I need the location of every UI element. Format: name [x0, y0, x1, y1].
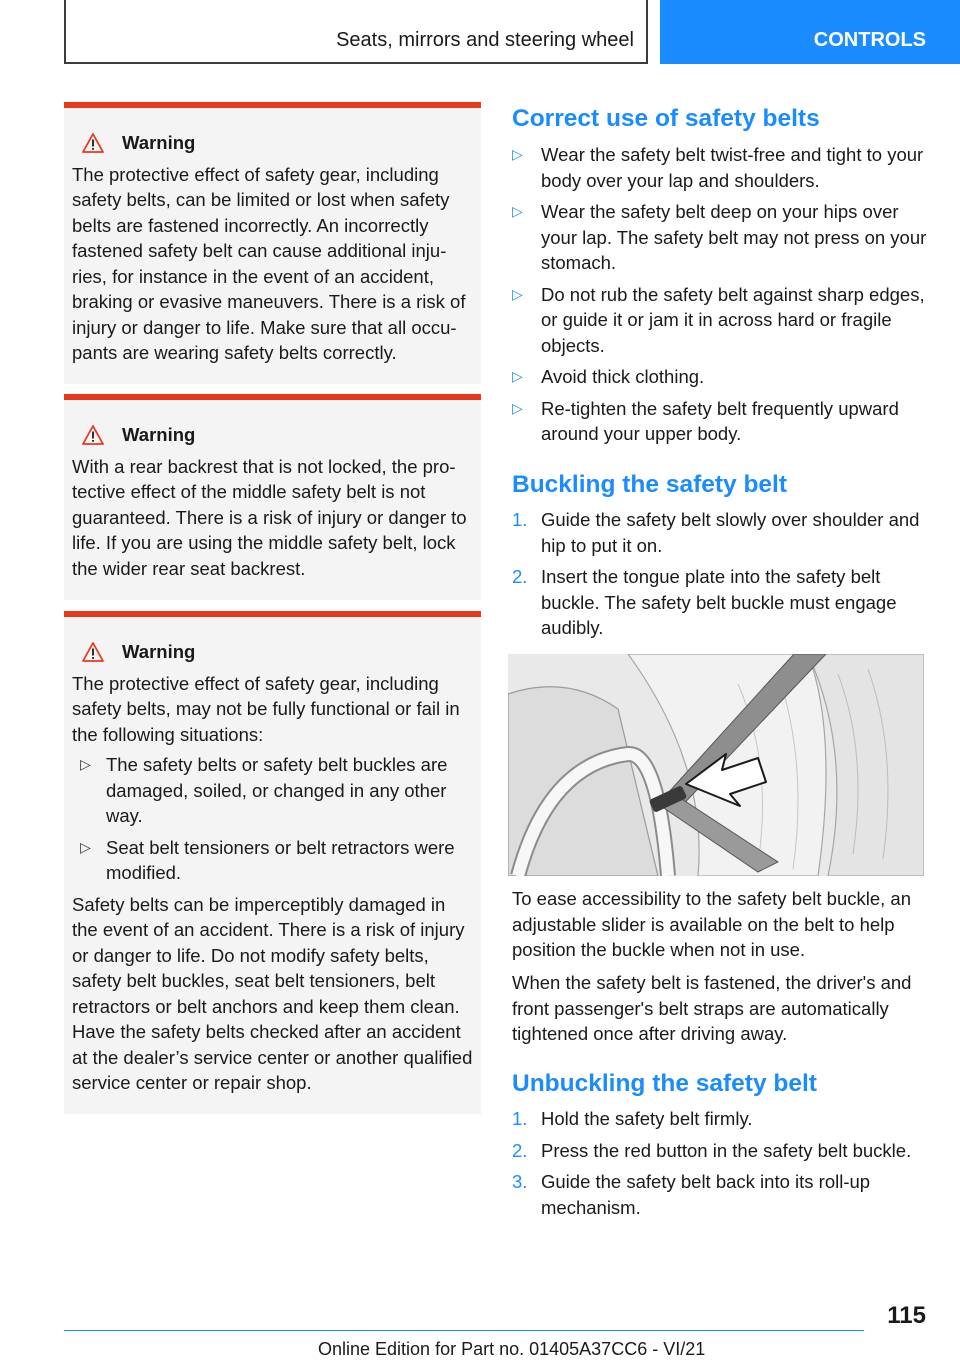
- heading-correct-use: Correct use of safety belts: [512, 105, 820, 132]
- seat-belt-buckle-image: [508, 654, 924, 876]
- list-item: ▷ Avoid thick clothing.: [512, 364, 932, 390]
- header-chapter-tab[interactable]: [660, 0, 960, 64]
- warning-list: [72, 752, 473, 886]
- bullet-triangle-icon: ▷: [512, 285, 523, 302]
- warning-triangle-icon: [82, 425, 104, 445]
- warning-title-row: [72, 130, 473, 156]
- warning-outro: Safety belts can be imperceptibly damaged in the event of an accident. There is a risk of injury or danger to life. Do not modify safety belts, safety belt buckles, seat belt tensioners, belt retractors or belt anchors and keep them clean. Have the safety belts checked after an accident at the dealer’s service center or another qualified service center or repair shop.: [72, 893, 473, 1093]
- bullet-triangle-icon: ▷: [512, 203, 523, 219]
- step-item: 3. Guide the safety belt back into its roll-up mechanism.: [512, 1171, 871, 1218]
- warning-triangle-icon: [82, 133, 104, 153]
- list-item: ▷ Do not rub the safety belt against sharp edges, or guide it or jam it in across hard or fragile objects.: [512, 283, 925, 356]
- header-section-tab: [64, 0, 648, 64]
- list-item: ▷ Seat belt tensioners or belt retractors were modified.: [80, 836, 455, 883]
- section-title: Seats, mirrors and steering wheel: [336, 29, 634, 51]
- list-item: ▷ The safety belts or safety belt buckles are damaged, soiled, or changed in any other way.: [80, 754, 448, 826]
- list-item: ▷ Wear the safety belt twist-free and tight to your body over your lap and shoulders.: [512, 144, 924, 191]
- warning-title: Warning: [122, 132, 196, 153]
- unbuckling-steps: [512, 1106, 932, 1226]
- warning-title-row: [72, 639, 473, 665]
- step-item: 1. Hold the safety belt firmly.: [512, 1108, 753, 1129]
- step-item: 2. Insert the tongue plate into the safety belt buckle. The safety belt buckle must engage audibly.: [512, 566, 897, 638]
- chapter-title: CONTROLS: [813, 29, 926, 51]
- step-item: 1. Guide the safety belt slowly over shoulder and hip to put it on.: [512, 509, 920, 556]
- warning-text: With a rear backrest that is not locked, the protective effect of the middle safety belt is not guaranteed. There is a risk of injury or danger to life. If you are using the middle safety belt, lock the wider rear seat backrest.: [72, 455, 467, 579]
- warning-title: Warning: [122, 641, 196, 662]
- page-number: 115: [887, 1302, 926, 1329]
- correct-use-list: [512, 142, 932, 453]
- warning-box-3: [64, 611, 481, 1114]
- bullet-triangle-icon: ▷: [80, 838, 91, 855]
- heading-buckling: Buckling the safety belt: [512, 471, 788, 498]
- warning-text: The protective effect of safety gear, including safety belts, can be limited or lost when safety belts are fastened incorrectly. An incorrectly fastened safety belt can cause additional injuries, for instance in the event of an accident, braking or evasive maneuvers. There is a risk of injury or danger to life. Make sure that all occupants are wearing safety belts correctly.: [72, 163, 466, 363]
- paragraph-tightening: When the safety belt is fastened, the driver's and front passenger's belt straps are automatically tightened once after driving away.: [512, 972, 912, 1044]
- seat-belt-buckle-illustration: [508, 654, 924, 876]
- warning-intro: The protective effect of safety gear, including safety belts, may not be fully functional or fail in the following situations:: [72, 672, 460, 745]
- bullet-triangle-icon: ▷: [512, 399, 523, 416]
- bullet-triangle-icon: ▷: [512, 368, 523, 384]
- bullet-triangle-icon: ▷: [512, 146, 523, 162]
- footer-divider: [64, 1330, 864, 1331]
- warning-title-row: [72, 422, 473, 448]
- warning-triangle-icon: [82, 642, 104, 662]
- footer-edition: Online Edition for Part no. 01405A37CC6 - VI/21: [318, 1339, 706, 1359]
- warning-title: Warning: [122, 424, 196, 445]
- list-item: ▷ Re-tighten the safety belt frequently upward around your upper body.: [512, 397, 899, 444]
- heading-unbuckling: Unbuckling the safety belt: [512, 1070, 817, 1097]
- warning-box-2: [64, 394, 481, 600]
- buckling-steps: [512, 507, 932, 647]
- paragraph-slider: To ease accessibility to the safety belt buckle, an adjustable slider is available on the belt to help position the buckle when not in use.: [512, 888, 911, 960]
- warning-box-1: [64, 102, 481, 384]
- step-item: 2. Press the red button in the safety belt buckle.: [512, 1139, 912, 1161]
- bullet-triangle-icon: ▷: [80, 756, 91, 772]
- list-item: ▷ Wear the safety belt deep on your hips over your lap. The safety belt may not press on your stomach.: [512, 201, 927, 273]
